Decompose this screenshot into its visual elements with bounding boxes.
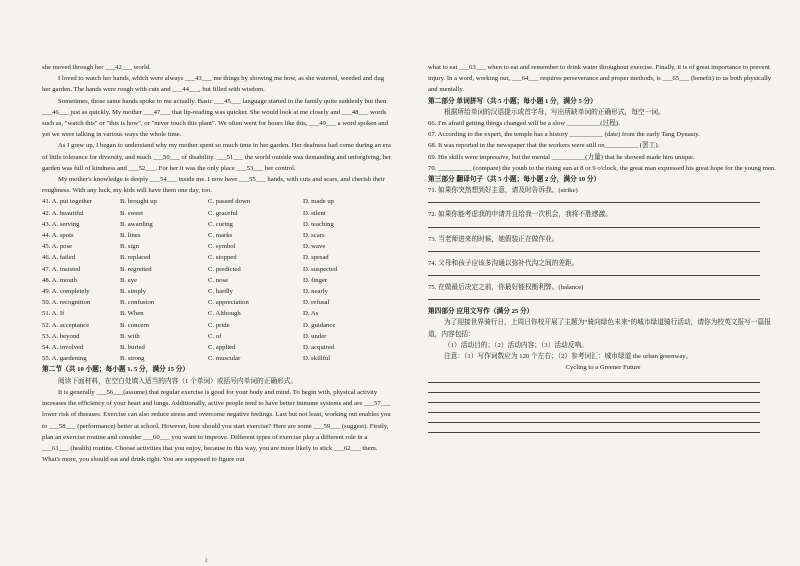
option-cell: B. with [120,332,140,340]
option-cell: B. regretted [120,265,152,273]
writing-line [428,422,760,423]
option-cell: D. guidance [303,321,336,329]
translation-71: 71. 如果你突然想到好主意，请及时告诉我。(strike) [428,187,578,195]
spelling-item-68: 68. It was reported in the newspaper that the workers were still on__________ (罢工). [428,142,660,150]
option-cell: B. buried [120,344,145,352]
option-cell: D. wave [303,243,326,251]
writing-line [428,412,760,413]
option-cell: 48. A. mouth [42,276,77,284]
option-row [42,264,392,275]
right-column [428,62,778,442]
part4-title: 第四部分 应用文写作（满分 25 分） [428,308,534,316]
writing-line [428,402,760,403]
translation-hint: (strike) [558,187,578,195]
spelling-item-67: 67. According to the expert, the temple has a history __________ (date) from the early Tang Dynasty. [428,131,700,139]
passage-paragraph-3: Sometimes, those same hands spoke to me actually. Basic ___45___ language started in the family quite suddenly but then ___46___ just as quickly. My mother ___47___ that lip-reading was quicker. She would look at me closely and ___48___ words such as, "watch this" or "this is how", or "never touch this plant". We often went for hours like this, ___49___ a word spoken and yet we were talking in various ways the whole time. [42,97,388,139]
passage-paragraph-5: My mother's knowledge is deeply ___54___ inside me. I now have ___55___ hands, with cuts and scars, and cherish their roughness. With any luck, my kids will have them one day, too. [42,176,385,195]
option-cell: B. sign [120,243,139,251]
passage-paragraph-4: As I grew up, I began to understand why my mother spent so much time in her garden. Her deafness had come during an era of little tolerance for diversity, and much ___50___ of disability. ___51___ the world outside was demanding and unforgiving, her garden was full of kindness and ___52___. For her it was the only place ___53___ her control. [42,142,392,172]
option-cell: B. eye [120,276,138,284]
option-cell: C. passed down [208,198,251,206]
option-cell: D. under [303,332,327,340]
essay-title: Cycling to a Greener Future [565,364,641,372]
writing-line [428,392,760,393]
option-cell: D. scars [303,232,325,240]
option-row [42,275,392,286]
passage-line-1: she moved through her ___42___ world. [42,64,151,71]
part4-intro: 为了迎接世界骑行日，上周日你校开展了主题为“骑向绿色未来”的城市绿道骑行活动，请你为校英文报写一篇报道，内容包括： [428,319,771,338]
option-row [42,297,392,308]
option-cell: D. silent [303,209,326,217]
option-cell: D. suspected [303,265,338,273]
option-row [42,353,392,364]
option-row [42,331,392,342]
passage-continuation: what to eat ___63___ when to eat and remember to drink water throughout exercise. Finally, it is of great importance to prevent injury. In a word, working out, ___64___ requires perseverance and proper methods, is ___65___ (benefit) to us both physically and mentally. [428,64,772,94]
option-cell: C. predicted [208,265,241,273]
part2-title: 第二部分 单词拼写（共 5 小题；每小题 1 分，满分 5 分） [428,97,597,105]
option-cell: C. symbol [208,243,236,251]
answer-line [428,251,760,252]
option-cell: 42. A. beautiful [42,209,84,217]
passage-paragraph-2: I loved to watch her hands, which were always ___43___ me things by showing me how, as she watered, weeded and dug her garden. The hands were rough with cuts and ___44___, but filled with wisdom. [42,75,385,94]
option-cell: B. sweet [120,209,144,217]
option-cell: C. applied [208,344,236,352]
translation-73: 73. 当老师进来的时候，她假装正在做作业。 [428,235,559,243]
option-cell: C. stopped [208,254,237,262]
option-cell: 50. A. recognition [42,299,91,307]
translation-75: 75. 在做最后决定之前，你最好能权衡利弊。(balance) [428,284,584,292]
option-cell: 55. A. gardening [42,355,87,363]
option-cell: D. refusal [303,299,330,307]
option-cell: C. of [208,332,222,340]
option-cell: 46. A. failed [42,254,76,262]
option-row [42,308,392,319]
answer-line [428,275,760,276]
part2-instructions: 根据所给单词的汉语提示或首字母，写出所缺单词的正确形式，每空一词。 [444,108,665,116]
option-row [42,208,392,219]
option-cell: 53. A. beyond [42,332,80,340]
translation-74: 74. 父母和孩子应该多沟通以弥补代沟之间的差距。 [428,259,579,267]
left-column [42,62,392,465]
option-cell: 45. A. pose [42,243,73,251]
option-cell: C. curing [208,220,233,228]
option-cell: B. awarding [120,220,153,228]
option-cell: 41. A. put together [42,198,92,206]
translation-72: 72. 如果你能考虑我的申请并且给我一次机会，我将不胜感激。 [428,211,612,219]
option-cell: 54. A. involved [42,344,84,352]
option-cell: D. nearly [303,288,328,296]
option-cell: B. lines [120,232,141,240]
option-cell: D. finger [303,276,328,284]
answer-line [428,202,760,203]
option-cell: D. made up [303,198,335,206]
option-row [42,241,392,252]
option-row [42,342,392,353]
option-cell: D. spread [303,254,329,262]
option-cell: 43. A. serving [42,220,80,228]
option-cell: D. skillful [303,355,331,363]
section2-instructions: 阅读下面材料，在空白处填入适当的内容（1 个单词）或括号内单词的正确形式。 [58,377,298,385]
option-cell: B. confusion [120,299,155,307]
part3-title: 第三部分 翻译句子（共 5 小题；每小题 2 分，满分 10 分） [428,176,601,184]
option-cell: 44. A. spots [42,232,74,240]
option-cell: B. strong [120,355,145,363]
option-cell: B. replaced [120,254,151,262]
option-cell: C. muscular [208,355,241,363]
option-cell: B. brought up [120,198,157,206]
option-cell: 49. A. completely [42,288,90,296]
option-cell: C. marks [208,232,233,240]
option-row [42,320,392,331]
writing-line [428,382,760,383]
option-cell: 52. A. acceptance [42,321,90,329]
part4-note: 注意：（1）写作词数应为 120 个左右；（2）参考词汇：城市绿道 the urban greenway。 [444,353,693,361]
option-cell: D. acquired [303,344,335,352]
option-row [42,252,392,263]
option-cell: 51. A. If [42,310,65,318]
right-page [410,0,800,566]
option-row [42,230,392,241]
option-cell: B. simply [120,288,147,296]
option-cell: B. concern [120,321,149,329]
option-row [42,286,392,297]
answer-line [428,227,760,228]
options-list [42,196,392,364]
answer-line [428,299,760,300]
option-cell: 47. A. insisted [42,265,81,273]
spelling-item-70: 70. __________ (compare) the youth to the rising sun at 8 or 9 o'clock, the great man expressed his great hope for the young men. [428,164,776,172]
spelling-item-69: 69. His skills were impressive, but the mental __________(力量) that he showed made him unique. [428,153,695,161]
option-cell: D. As [303,310,319,318]
option-cell: C. appreciation [208,299,249,307]
part4-points: （1）活动目的；（2）活动内容；（3）活动反响。 [444,341,588,349]
option-cell: C. Although [208,310,241,318]
spelling-item-66: 66. I'm afraid getting things changed will be a slow __________(过程). [428,120,620,128]
section2-title: 第二节（共 10 小题；每小题 1. 5 分，满分 15 分） [42,366,190,374]
option-cell: C. pride [208,321,230,329]
option-cell: B. When [120,310,144,318]
option-cell: C. hardly [208,288,233,296]
option-row [42,196,392,207]
option-cell: C. graceful [208,209,238,217]
option-row [42,219,392,230]
page-number: 2 [205,559,208,564]
writing-line [428,432,760,433]
option-cell: C. nose [208,276,229,284]
section2-passage: It is generally ___56___(assume) that regular exercise is good for your body and mind. To begin with, physical activity increases the efficiency of your heart and lungs. Additionally, active people tend to have better immune systems and are ___57___ lower risk of diseases. Exercise can also reduce stress and overcome negative feelings. Last but not least, working out enables you to ___58___ (performance) better at school. However, how should you start exercise? Here are some ___59___ (suggest). Firstly, plan an exercise routine and consider ___60___ you want to improve. Different types of exercise play a different role in a ___61___ (health) routine. Choose activities that you enjoy, because in this way, you are more likely to stick ___62___ them. What's more, you should eat and drink right. You are supposed to figure out [42,388,391,464]
option-cell: D. teaching [303,220,334,228]
